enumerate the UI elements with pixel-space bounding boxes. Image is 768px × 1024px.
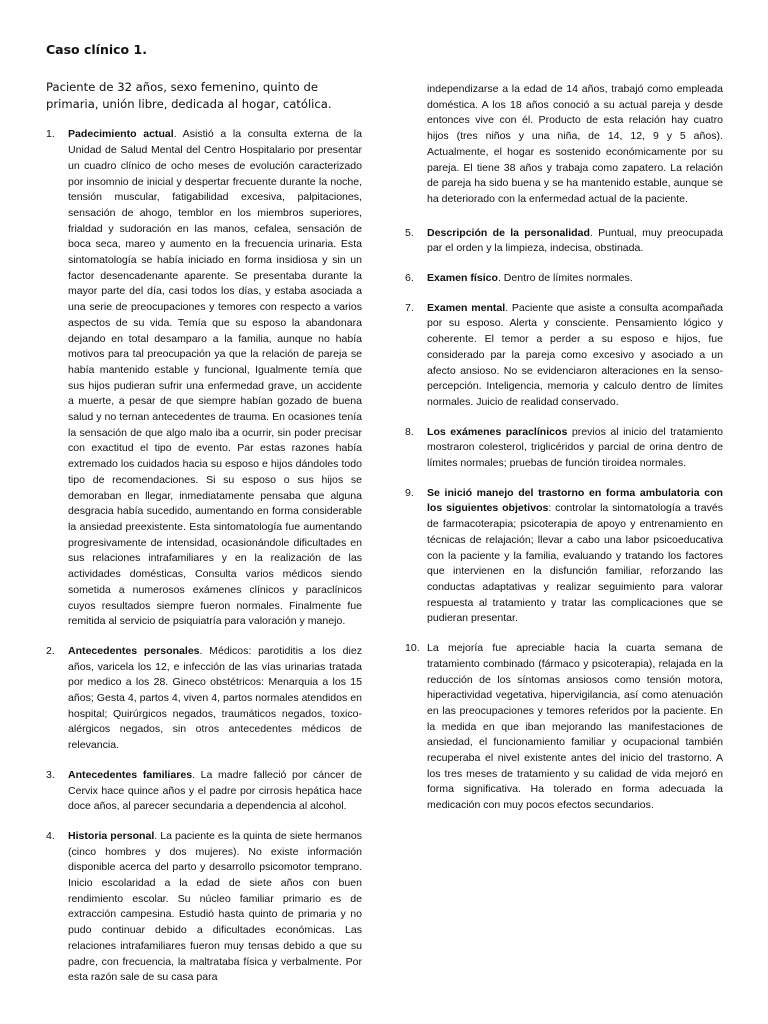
item-historia-personal: [46, 829, 362, 986]
item-body: [427, 425, 723, 472]
item-label: Padecimiento actual: [68, 128, 174, 141]
item-descripcion-personalidad: [405, 226, 723, 257]
item-label: Historia personal: [68, 829, 155, 842]
item-label: Examen mental: [427, 301, 506, 314]
item-number: 1.: [46, 128, 55, 141]
item-text: . Médicos: parotiditis a los diez años, varicela los 12, e infección de las vías urinarias tratada por medico a los 28. Gineco obstétricos: Menarquia a los 15 años; Gesta 4, partos 4, viven 4, partos normales atendidos en hospital; Quirúrgicos negados, traumáticos negados, toxico-alérgicos negados, sin otros antecedentes médicos de relevancia.: [68, 644, 362, 752]
item-number: 7.: [405, 301, 414, 314]
item-number: 5.: [405, 226, 414, 239]
item-text: . Puntual, muy preocupada par el orden y la limpieza, indecisa, obstinada.: [427, 226, 723, 255]
item-number: 3.: [46, 768, 55, 781]
right-column: [405, 82, 723, 814]
historia-personal-continuation: independizarse a la edad de 14 años, trabajó como empleada doméstica. A los 18 años conoció a su actual pareja y desde entonces vive con él. Producto de esta relación hay cuatro hijos (tres niños y una niña, de 14, 12, 9 y 5 años). Actualmente, el hogar es sostenido económicamente por su pareja. El tiene 38 años y trabaja como zapatero. La relación de pareja ha sido buena y se ha mantenido estable, aunque se ha deteriorado con la enfermedad actual de la paciente.: [427, 83, 723, 205]
left-column: [46, 42, 362, 986]
item-number: 4.: [46, 829, 55, 842]
item-examen-fisico: [405, 271, 723, 287]
item-text: . La madre falleció por cáncer de Cervix hace quince años y el padre por cirrosis hepática hace doce años, al parecer secundaria a dependencia al alcohol.: [68, 768, 362, 813]
item-body: [427, 226, 723, 257]
item-label: Antecedentes personales: [68, 644, 200, 657]
item-number: 2.: [46, 644, 55, 657]
item-manejo-trastorno: [405, 486, 723, 627]
item-number: 10.: [405, 642, 420, 655]
item-body: [68, 644, 362, 754]
item-number: 8.: [405, 425, 414, 438]
case-title: Caso clínico 1.: [46, 42, 147, 57]
item-examen-mental: [405, 301, 723, 411]
item-text: . Paciente que asiste a consulta acompañada por su esposo. Alerta y consciente. Pensamiento lógico y coherente. El temor a perder a su esposo e hijos, fue considerado par la pareja como excesivo y asociado a un afecto ansioso. No se evidenciaron alteraciones en la senso-percepción. Inteligencia, memoria y calculo dentro de límites normales. Juicio de realidad conservado.: [427, 301, 723, 408]
item-text: previos al inicio del tratamiento mostraron colesterol, triglicéridos y parcial de orina dentro de límites normales; pruebas de función tiroidea normales.: [427, 425, 723, 470]
item-label: Se inició manejo del trastorno en forma ambulatoria con los siguientes objetivos: [427, 486, 723, 515]
item-body: [427, 486, 723, 627]
item-number: 9.: [405, 486, 414, 499]
item-examenes-paraclinicos: [405, 425, 723, 472]
item-body: [427, 301, 723, 411]
item-body: [68, 829, 362, 986]
item-text: . Asistió a la consulta externa de la Unidad de Salud Mental del Centro Hospitalario por presentar un cuadro clínico de ocho meses de evolución caracterizado por insomnio de inicial y despertar frecuente durante la noche, tensión muscular, fatigabilidad excesiva, palpitaciones, sensación de ahogo, temblor en los miembros superiores, frialdad y sudoración en las manos, cefalea, sensación de boca seca, mareo y aumento en la frecuencia urinaria. Esta sintomatología se había iniciado en forma insidiosa y sin un factor desencadenante aparente. Se presentaba durante la mayor parte del día, casi todos los días, y estaba asociada a una serie de preocupaciones y temores con respecto a varios aspectos de su vida. Temía que su esposo la abandonara dejando en total desamparo a la familia, aunque no había motivos para tal preocupación ya que la relación de pareja se había mantenido estable y funcional, Igualmente temía que sus hijos pudieran sufrir una enfermedad grave, un accidente a muerte, a pesar de que siempre habían gozado de buena salud y no ternan antecedentes de trauma. En ocasiones tenía la sensación de que algo malo iba a ocurrir, sin poder precisar con exactitud el tipo de evento. Par estas razones había extremado los cuidados hacia su esposo e hijos dándoles todo tipo de recomendaciones. Si su esposo o sus hijos se demoraban en llegar, inmediatamente pensaba que alguna desgracia había sucedido, aumentando en forma considerable la ansiedad preexistente. Esta sintomatología fue aumentando progresivamente de intensidad, ocasionándole dificultades en sus relaciones intrafamiliares y en la realización de las actividades domésticas, Consulta varios médicos siendo sometida a numerosos exámenes clínicos y paraclínicos cuyos resultados siempre fueron normales. Finalmente fue remitida al servicio de psiquiatría para valoración y manejo.: [68, 128, 362, 628]
item-label: Los exámenes paraclínicos: [427, 425, 568, 438]
item-text: La mejoría fue apreciable hacia la cuarta semana de tratamiento combinado (fármaco y psicoterapia), relajada en la reducción de los síntomas ansiosos como tensión motora, hiperactividad vegetativa, hipervigilancia, así como atenuación en las preocupaciones y temores referidos por la paciente. En la medida en que iban mejorando las manifestaciones de ansiedad, el funcionamiento familiar y ocupacional también recuperaba el nivel existente antes del inicio del trastorno. A los tres meses de tratamiento y su calidad de vida mejoró en forma significativa. Ha tolerado en forma adecuada la medicación con muy pocos efectos secundarios.: [427, 642, 723, 812]
item-body: [427, 271, 723, 287]
item-antecedentes-familiares: [46, 768, 362, 815]
item-text: : controlar la sintomatología a través de farmacoterapia; psicoterapia de apoyo y entrenamiento en técnicas de relajación; llevar a cabo una labor psicoeducativa con la paciente y la familia, evaluando y tratando los factores que intervienen en la disfunción familiar, reforzando las conductas adaptativas y realizar seguimiento para valorar respuesta al tratamiento y tratar las complicaciones que se pudieran presentar.: [427, 502, 724, 625]
patient-intro: Paciente de 32 años, sexo femenino, quinto de primaria, unión libre, dedicada al hogar, católica.: [46, 80, 332, 112]
item-label: Antecedentes familiares: [68, 768, 193, 781]
item-text: . Dentro de límites normales.: [497, 272, 633, 285]
item-text: . La paciente es la quinta de siete hermanos (cinco hombres y dos mujeres). No existe información disponible acerca del parto y desarrollo psicomotor temprano. Inicio escolaridad a la edad de siete años con buen rendimiento escolar. Su núcleo familiar primario es de extracción campesina. Estudió hasta quinto de primaria y no pudo continuar debido a dificultades económicas. Las relaciones intrafamiliares fueron muy tensas debido a que su padre, con frecuencia, la maltrataba física y verbalmente. Por esta razón sale de su casa para: [68, 829, 362, 984]
item-mejoria: [405, 641, 723, 814]
item-padecimiento-actual: [46, 127, 362, 630]
item-label: Examen físico: [427, 272, 498, 285]
item-body: [68, 768, 362, 815]
item-body: [68, 127, 362, 630]
item-antecedentes-personales: [46, 644, 362, 754]
item-body: [427, 641, 723, 814]
item-number: 6.: [405, 272, 414, 285]
item-label: Descripción de la personalidad: [427, 226, 590, 239]
